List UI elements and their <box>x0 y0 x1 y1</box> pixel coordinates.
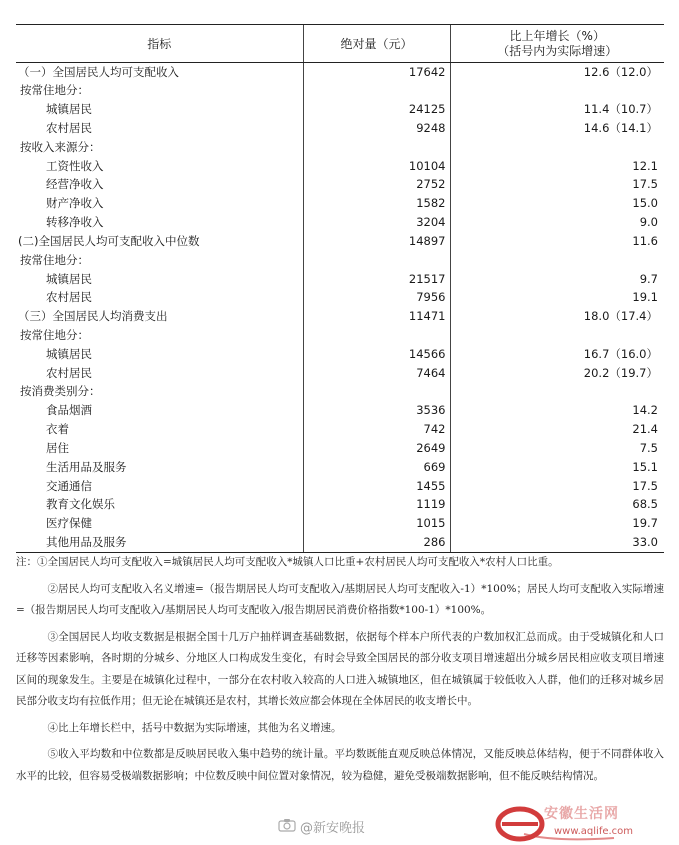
row-growth-value: 7.5 <box>450 439 664 458</box>
row-absolute-value: 21517 <box>303 270 450 289</box>
row-label: 城镇居民 <box>46 271 92 286</box>
row-label: （一）全国居民人均可支配收入 <box>18 64 179 79</box>
notes-section <box>16 552 664 792</box>
row-label: 城镇居民 <box>46 346 92 361</box>
row-absolute-value: 1015 <box>303 514 450 533</box>
table-row <box>16 100 664 119</box>
row-label: 按收入来源分： <box>20 139 101 154</box>
note-paragraph: 注：①全国居民人均可支配收入=城镇居民人均可支配收入*城镇人口比重+农村居民人均可支配收入*农村人口比重。 <box>16 556 559 568</box>
row-absolute-value: 1455 <box>303 477 450 496</box>
row-growth-value <box>450 251 664 270</box>
header-growth <box>450 25 664 63</box>
row-absolute-value: 7956 <box>303 288 450 307</box>
header-indicator: 指标 <box>16 25 303 63</box>
row-absolute-value: 14566 <box>303 345 450 364</box>
table-row <box>16 477 664 496</box>
row-label: 转移净收入 <box>46 215 104 230</box>
table-row <box>16 213 664 232</box>
table-row <box>16 345 664 364</box>
row-growth-value: 12.1 <box>450 157 664 176</box>
row-label: 城镇居民 <box>46 102 92 117</box>
table-header <box>16 25 664 63</box>
row-label: 教育文化娱乐 <box>46 497 115 512</box>
row-growth-value: 68.5 <box>450 496 664 515</box>
weibo-watermark: @新安晚报 <box>300 821 366 836</box>
row-growth-value: 9.7 <box>450 270 664 289</box>
table-row <box>16 364 664 383</box>
table-row <box>16 175 664 194</box>
table-row <box>16 119 664 138</box>
row-absolute-value: 3204 <box>303 213 450 232</box>
row-label: 农村居民 <box>46 120 92 135</box>
row-label: 交通通信 <box>46 478 92 493</box>
note-paragraph: ③全国居民人均收支数据是根据全国十几万户抽样调查基础数据，依据每个样本户所代表的户数加权汇总而成。由于受城镇化和人口迁移等因素影响，各时期的分城乡、分地区人口构成发生变化，有时会导致全国居民的部分收支项目增速超出分城乡居民相应收支项目增速区间的现象发生。主要是在城镇化过程中，一部分在农村收入较高的人口进入城镇地区，但在城镇属于较低收入人群，他们的迁移对城乡居民部分收支均有拉低作用；但无论在城镇还是农村，其增长效应都会体现在全体居民的收支增长中。 <box>16 630 664 707</box>
row-growth-value <box>450 383 664 402</box>
row-growth-value: 14.6（14.1） <box>450 119 664 138</box>
table-row <box>16 251 664 270</box>
table-row <box>16 81 664 100</box>
row-growth-value: 9.0 <box>450 213 664 232</box>
row-growth-value: 11.6 <box>450 232 664 251</box>
table-row <box>16 326 664 345</box>
row-growth-value <box>450 81 664 100</box>
table-row <box>16 138 664 157</box>
row-label: 经营净收入 <box>46 177 104 192</box>
row-label: 农村居民 <box>46 365 92 380</box>
row-absolute-value: 9248 <box>303 119 450 138</box>
row-label: 按消费类别分： <box>20 384 101 399</box>
table-row <box>16 270 664 289</box>
table-row <box>16 232 664 251</box>
table-row <box>16 194 664 213</box>
row-absolute-value: 24125 <box>303 100 450 119</box>
header-absolute: 绝对量（元） <box>303 25 450 63</box>
row-growth-value: 20.2（19.7） <box>450 364 664 383</box>
table-row <box>16 157 664 176</box>
row-label: 按常住地分： <box>20 252 89 267</box>
row-absolute-value <box>303 251 450 270</box>
brand-watermark-url: www.aqlife.com <box>554 826 634 837</box>
table-row <box>16 458 664 477</box>
row-label: 按常住地分： <box>20 83 89 98</box>
brand-watermark-name: 安徽生活网 <box>544 806 619 822</box>
row-absolute-value: 10104 <box>303 157 450 176</box>
row-absolute-value: 1582 <box>303 194 450 213</box>
row-label: 工资性收入 <box>46 158 104 173</box>
table-row <box>16 383 664 402</box>
income-stats-table <box>16 24 664 553</box>
table-row <box>16 439 664 458</box>
row-growth-value: 17.5 <box>450 175 664 194</box>
row-absolute-value <box>303 326 450 345</box>
row-growth-value <box>450 138 664 157</box>
row-growth-value: 12.6（12.0） <box>450 63 664 82</box>
row-label: 财产净收入 <box>46 196 104 211</box>
row-growth-value: 19.7 <box>450 514 664 533</box>
table-row <box>16 307 664 326</box>
row-growth-value: 15.0 <box>450 194 664 213</box>
row-growth-value: 14.2 <box>450 401 664 420</box>
table-row <box>16 288 664 307</box>
row-growth-value: 19.1 <box>450 288 664 307</box>
row-label: （三）全国居民人均消费支出 <box>18 309 168 324</box>
row-absolute-value <box>303 81 450 100</box>
row-absolute-value: 17642 <box>303 63 450 82</box>
row-absolute-value: 1119 <box>303 496 450 515</box>
weibo-camera-icon <box>278 818 296 832</box>
row-absolute-value: 2752 <box>303 175 450 194</box>
table-row <box>16 533 664 552</box>
row-label: 生活用品及服务 <box>46 459 127 474</box>
row-absolute-value: 669 <box>303 458 450 477</box>
row-growth-value: 15.1 <box>450 458 664 477</box>
row-growth-value: 18.0（17.4） <box>450 307 664 326</box>
row-growth-value <box>450 326 664 345</box>
row-label: (二)全国居民人均可支配收入中位数 <box>18 233 200 248</box>
row-growth-value: 16.7（16.0） <box>450 345 664 364</box>
row-absolute-value: 2649 <box>303 439 450 458</box>
note-paragraph: ④比上年增长栏中，括号中数据为实际增速，其他为名义增速。 <box>47 721 342 734</box>
note-paragraph: ②居民人均可支配收入名义增速=（报告期居民人均可支配收入/基期居民人均可支配收入-1）*100%；居民人均可支配收入实际增速=（报告期居民人均可支配收入/基期居民人均可支配收入/报告期居民消费价格指数*100-1）*100%。 <box>16 582 664 616</box>
header-growth-line1: 比上年增长（%） <box>509 28 605 43</box>
row-absolute-value: 14897 <box>303 232 450 251</box>
row-label: 食品烟酒 <box>46 403 92 418</box>
row-absolute-value: 11471 <box>303 307 450 326</box>
row-absolute-value <box>303 383 450 402</box>
table-row <box>16 401 664 420</box>
table-row <box>16 496 664 515</box>
table-body <box>16 63 664 553</box>
table-row <box>16 514 664 533</box>
row-label: 其他用品及服务 <box>16 533 303 552</box>
note-paragraph: ⑤收入平均数和中位数都是反映居民收入集中趋势的统计量。平均数既能直观反映总体情况，又能反映总体结构，便于不同群体收入水平的比较，但容易受极端数据影响；中位数反映中间位置对象情况，较为稳健，避免受极端数据影响，但不能反映结构情况。 <box>16 748 664 782</box>
row-growth-value: 11.4（10.7） <box>450 100 664 119</box>
row-label: 农村居民 <box>46 290 92 305</box>
table-row <box>16 420 664 439</box>
row-absolute-value: 3536 <box>303 401 450 420</box>
row-absolute-value: 7464 <box>303 364 450 383</box>
row-label: 居住 <box>46 440 69 455</box>
row-absolute-value <box>303 138 450 157</box>
table-row <box>16 63 664 82</box>
row-growth-value: 21.4 <box>450 420 664 439</box>
row-growth-value: 33.0 <box>450 533 664 552</box>
row-absolute-value: 742 <box>303 420 450 439</box>
row-label: 医疗保健 <box>46 516 92 531</box>
row-label: 按常住地分： <box>20 328 89 342</box>
header-growth-line2: （括号内为实际增速） <box>497 43 618 58</box>
row-absolute-value: 286 <box>303 533 450 552</box>
row-growth-value: 17.5 <box>450 477 664 496</box>
row-label: 衣着 <box>46 422 69 437</box>
